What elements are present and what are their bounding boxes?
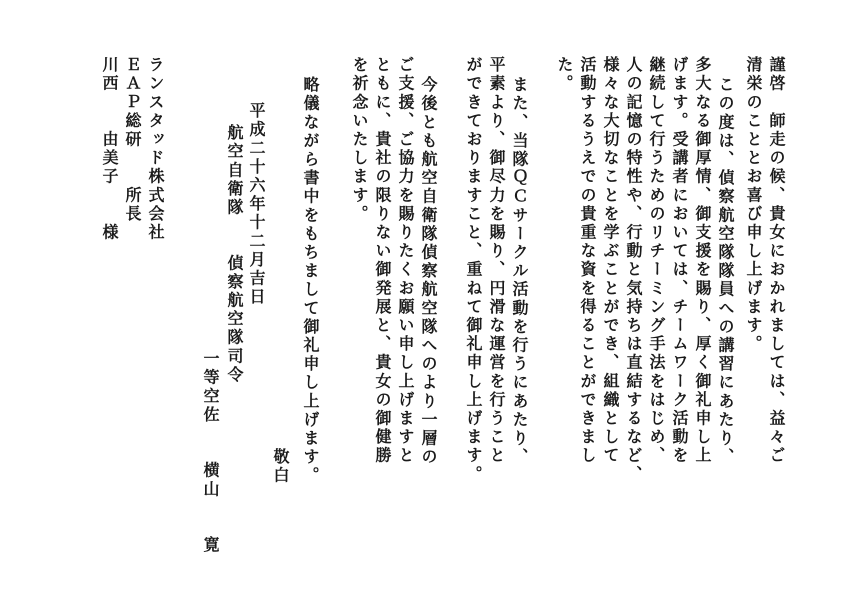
paragraph-3-line-1: 今後とも航空自衛隊偵察航空隊へのより一層の [419,76,438,467]
letter-date: 平成二十六年十二月吉日 [247,102,266,307]
paragraph-2-line-3: ができておりますこと、重ねて御礼申し上げます。 [464,56,483,484]
sender-rank-name: 一等空佐 横山 寛 [201,350,220,555]
paragraph-1-line-5: 人の記憶の特性や、行動と気持ちは直結するなど、 [624,56,643,484]
paragraph-2-line-1: また、当隊ＱＣサークル活動を行うにあたり、 [510,76,529,467]
opening-line: 謹啓 師走の候、貴女におかれましては、益々ご [767,56,786,466]
closing-keihaku: 敬白 [271,448,290,486]
paragraph-3-line-3: ともに、貴社の限りない御発展と、貴女の御健勝 [373,56,392,466]
recipient-name: 川西 由美子 様 [100,56,119,242]
paragraph-3-line-2: ご支援、ご協力を賜りたくお願い申し上げますと [396,56,415,466]
paragraph-4-line-1: 略儀ながら書中をもちまして御礼申し上げます。 [301,76,320,486]
recipient-company: ランスタッド株式会社 [146,56,165,242]
paragraph-1-line-1: この度は、偵察航空隊隊員への講習にあたり、 [716,76,735,467]
paragraph-1-line-4: 継続して行うためのリチーミング手法をはじめ、 [647,56,666,466]
sender-organization: 航空自衛隊 偵察航空隊司令 [225,124,244,385]
paragraph-1-line-6: 様々な大切なことを学ぶことができ、組織として [601,56,620,466]
paragraph-1-line-7: 活動するうえでの貴重な資を得ることができまし [578,56,597,466]
recipient-title: ＥＡＰ総研 所長 [123,56,142,224]
paragraph-1-line-2: 多大なる御厚情、御支援を賜り、厚く御礼申し上 [693,56,712,466]
paragraph-2-line-2: 平素より、御尽力を賜り、円滑な運営を行うこと [487,56,506,466]
paragraph-1-line-8: た。 [555,56,574,94]
paragraph-1-line-3: げます。受講者においては、チームワーク活動を [670,56,689,466]
opening-line-cont: 清栄のこととお喜び申し上げます。 [744,56,763,354]
paragraph-3-line-4: を祈念いたします。 [350,56,369,224]
